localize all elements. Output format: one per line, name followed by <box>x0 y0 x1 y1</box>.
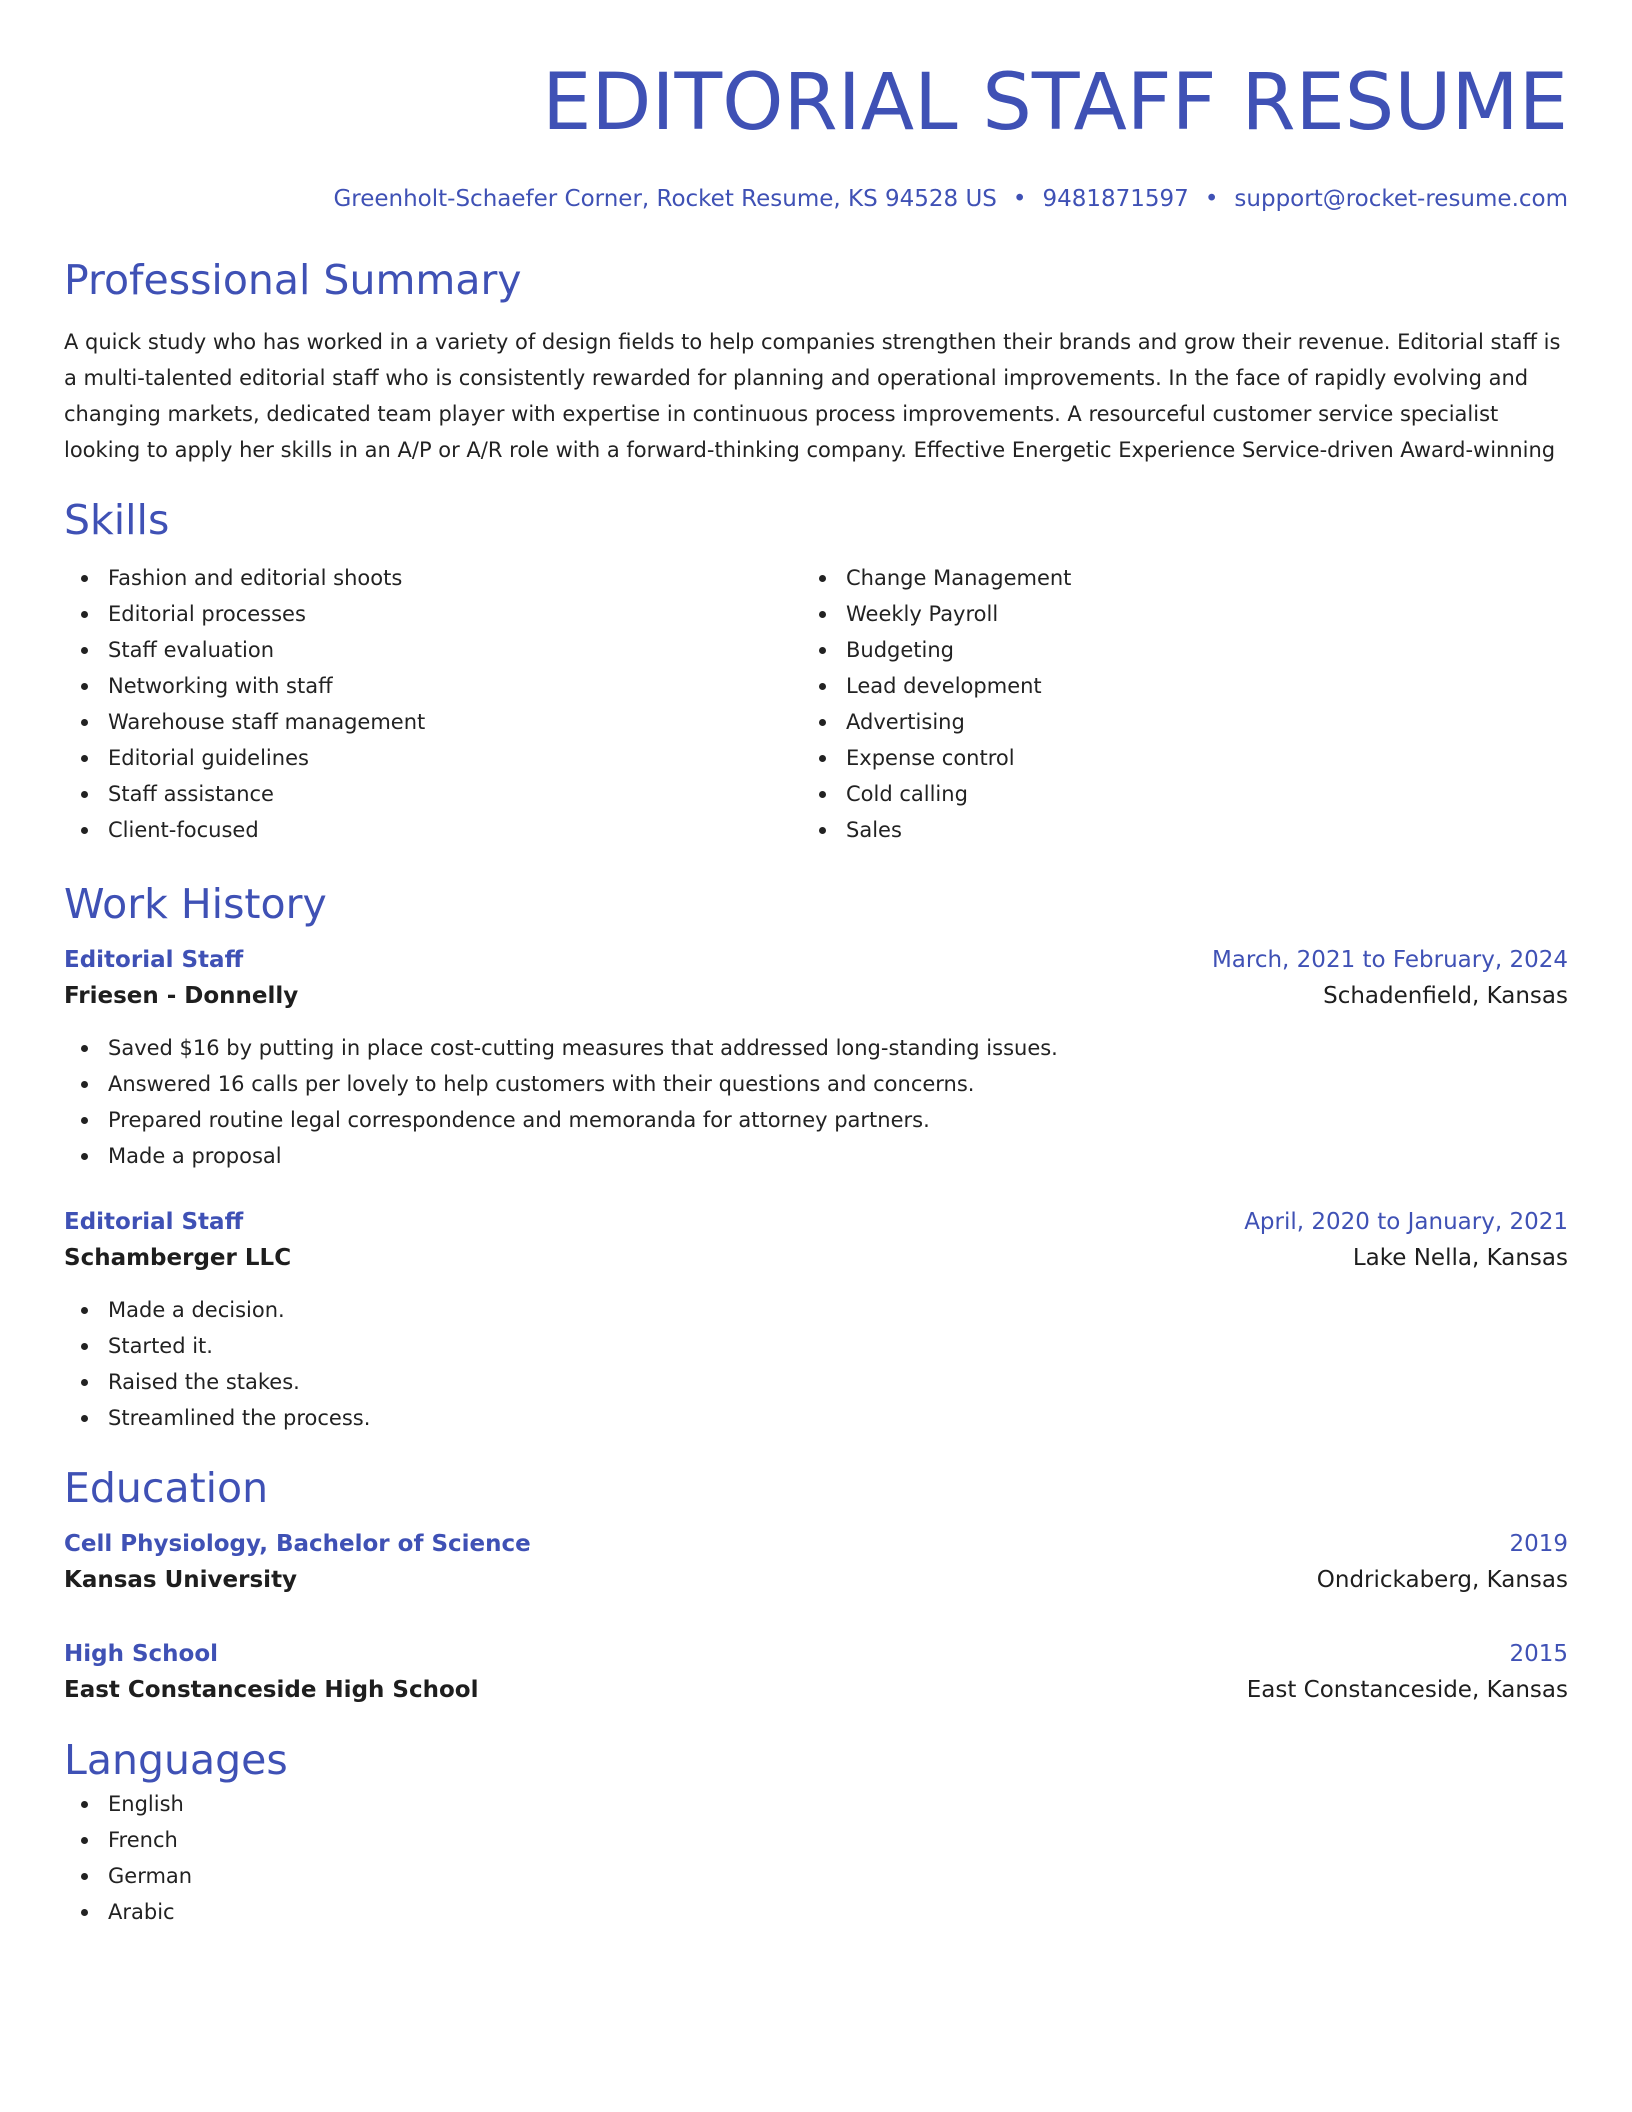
job-entry <box>64 1204 1568 1436</box>
skill-item: Sales <box>846 812 1540 848</box>
job-location: Lake Nella, Kansas <box>1352 1245 1568 1271</box>
job-role: Editorial Staff <box>64 1209 244 1235</box>
job-header-row <box>64 942 1568 978</box>
skill-item: Advertising <box>846 704 1540 740</box>
job-bullet: Streamlined the process. <box>108 1400 1568 1436</box>
summary-text: A quick study who has worked in a variety of design fields to help companies strengthen their brands and grow their revenue. Editorial staff is a multi-talented editorial staff who is consistently rewarded for planning and operational improvements. In the face of rapidly evolving and changing markets, dedicated team player with expertise in continuous process improvements. A resourceful customer service specialist looking to apply her skills in an A/P or A/R role with a forward-thinking company. Effective Energetic Experience Service-driven Award-winning <box>64 330 1561 462</box>
skill-item: Lead development <box>846 668 1540 704</box>
job-bullet: Made a proposal <box>108 1138 1568 1174</box>
summary-heading: Professional Summary <box>64 256 522 304</box>
education-header-row <box>64 1636 1568 1672</box>
education-degree: High School <box>64 1641 219 1667</box>
contact-line <box>64 184 1568 214</box>
resume-title: EDITORIAL STAFF RESUME <box>542 58 1568 148</box>
education-year: 2019 <box>1509 1531 1568 1557</box>
resume-header <box>64 0 1568 214</box>
education-degree: Cell Physiology, Bachelor of Science <box>64 1531 531 1557</box>
education-header-row <box>64 1526 1568 1562</box>
job-bullets <box>64 1030 1568 1174</box>
skill-item: Budgeting <box>846 632 1540 668</box>
education-location: East Constanceside, Kansas <box>1246 1677 1568 1703</box>
language-item: Arabic <box>108 1894 1568 1930</box>
job-header-row <box>64 1204 1568 1240</box>
job-bullet: Saved $16 by putting in place cost-cutting measures that addressed long-standing issues. <box>108 1030 1568 1066</box>
education-entry <box>64 1526 1568 1598</box>
job-bullet: Answered 16 calls per lovely to help customers with their questions and concerns. <box>108 1066 1568 1102</box>
work-history-heading: Work History <box>64 880 327 928</box>
skill-item: Cold calling <box>846 776 1540 812</box>
language-item: English <box>108 1786 1568 1822</box>
job-company: Schamberger LLC <box>64 1245 292 1271</box>
education-school: East Constanceside High School <box>64 1677 479 1703</box>
education-location: Ondrickaberg, Kansas <box>1316 1567 1568 1593</box>
skills-columns <box>64 560 1568 848</box>
language-item: French <box>108 1822 1568 1858</box>
job-company: Friesen - Donnelly <box>64 983 299 1009</box>
job-bullet: Made a decision. <box>108 1292 1568 1328</box>
job-location: Schadenfield, Kansas <box>1323 983 1568 1009</box>
job-bullet: Started it. <box>108 1328 1568 1364</box>
skills-left-list <box>64 560 802 848</box>
contact-email: support@rocket-resume.com <box>1234 186 1568 212</box>
education-entry <box>64 1636 1568 1708</box>
job-bullets <box>64 1292 1568 1436</box>
skills-right-list <box>802 560 1540 848</box>
job-dates: March, 2021 to February, 2024 <box>1211 947 1568 973</box>
contact-separator: • <box>1012 186 1027 212</box>
job-company-row <box>64 978 1568 1014</box>
job-role: Editorial Staff <box>64 947 244 973</box>
skill-item: Weekly Payroll <box>846 596 1540 632</box>
skill-item: Warehouse staff management <box>108 704 802 740</box>
job-bullet: Raised the stakes. <box>108 1364 1568 1400</box>
skill-item: Editorial guidelines <box>108 740 802 776</box>
job-dates: April, 2020 to January, 2021 <box>1244 1209 1568 1235</box>
skill-item: Staff assistance <box>108 776 802 812</box>
contact-separator: • <box>1204 186 1219 212</box>
skill-item: Fashion and editorial shoots <box>108 560 802 596</box>
skill-item: Editorial processes <box>108 596 802 632</box>
education-school-row <box>64 1562 1568 1598</box>
skill-item: Client-focused <box>108 812 802 848</box>
education-year: 2015 <box>1509 1641 1568 1667</box>
job-entry <box>64 942 1568 1174</box>
skill-item: Expense control <box>846 740 1540 776</box>
language-item: German <box>108 1858 1568 1894</box>
education-heading: Education <box>64 1464 269 1512</box>
job-company-row <box>64 1240 1568 1276</box>
languages-list <box>64 1786 1568 1930</box>
skill-item: Networking with staff <box>108 668 802 704</box>
contact-address: Greenholt-Schaefer Corner, Rocket Resume, KS 94528 US <box>333 186 997 212</box>
skill-item: Staff evaluation <box>108 632 802 668</box>
contact-phone: 9481871597 <box>1042 186 1189 212</box>
job-bullet: Prepared routine legal correspondence and memoranda for attorney partners. <box>108 1102 1568 1138</box>
skills-heading: Skills <box>64 496 170 544</box>
skill-item: Change Management <box>846 560 1540 596</box>
education-school-row <box>64 1672 1568 1708</box>
education-school: Kansas University <box>64 1567 298 1593</box>
languages-heading: Languages <box>64 1736 288 1784</box>
